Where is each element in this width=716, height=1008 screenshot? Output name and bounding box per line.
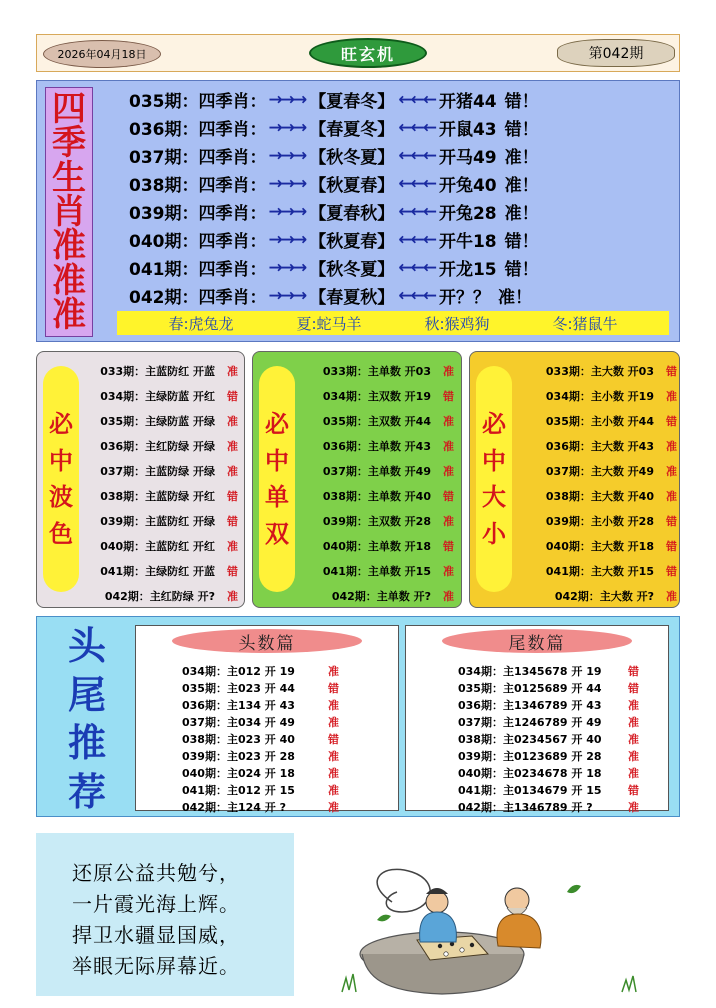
tail-number-title: 尾数篇 — [442, 629, 632, 653]
season-period: 040期： — [129, 232, 199, 252]
odd-even-label-char: 中 — [265, 446, 289, 475]
wave-label-char: 必 — [49, 410, 73, 439]
head-number-row-text: 035期：主023 开 44 — [182, 681, 295, 695]
season-period: 037期： — [129, 148, 199, 168]
tail-number-row-text: 039期：主0123689 开 28 — [458, 749, 602, 763]
season-open: 开鼠43 — [438, 120, 497, 140]
head-tail-title-char: 推 — [67, 720, 106, 766]
odd-even-label-char: 单 — [265, 483, 289, 512]
arrow-right-icon: →→→ — [268, 229, 306, 250]
poem-line: 一片霞光海上辉。 — [72, 892, 240, 916]
wave-row — [75, 508, 243, 533]
head-number-row — [182, 730, 396, 747]
seasons-title-char: 准 — [52, 260, 86, 301]
tail-number-row — [458, 764, 668, 781]
wave-row — [75, 483, 243, 508]
wave-row-result: 错 — [227, 389, 238, 403]
arrow-right-icon: →→→ — [268, 145, 306, 166]
tail-number-list — [458, 662, 668, 815]
arrow-right-icon: →→→ — [268, 257, 306, 278]
season-pick: 【春夏冬】 — [309, 120, 395, 140]
big-small-row-text: 039期：主小数 开28 — [545, 514, 654, 528]
big-small-row-text: 042期：主大数 开? — [554, 589, 654, 603]
big-small-list — [514, 358, 678, 608]
big-small-row-text: 033期：主大数 开03 — [545, 364, 654, 378]
wave-row-text: 040期：主蓝防红 开红 — [100, 539, 215, 553]
odd-even-label-char: 必 — [265, 410, 289, 439]
head-number-row — [182, 696, 396, 713]
wave-label-char: 色 — [49, 519, 73, 548]
odd-even-row-text: 034期：主双数 开19 — [322, 389, 431, 403]
wave-row-text: 041期：主绿防红 开蓝 — [100, 564, 215, 578]
season-period: 039期： — [129, 204, 199, 224]
season-result: 错！ — [504, 260, 539, 280]
header-bar — [36, 34, 680, 72]
big-small-row-result: 准 — [666, 464, 677, 478]
big-small-row-result: 错 — [666, 364, 677, 378]
tail-number-panel — [405, 625, 669, 814]
arrow-right-icon: →→→ — [268, 201, 306, 222]
arrow-left-icon: ←←← — [398, 285, 435, 306]
season-result: 准！ — [497, 288, 532, 308]
season-result: 错！ — [504, 120, 539, 140]
big-small-row-text: 040期：主大数 开18 — [545, 539, 654, 553]
wave-row-text: 038期：主蓝防绿 开红 — [100, 489, 215, 503]
arrow-right-icon: →→→ — [268, 173, 306, 194]
arrow-right-icon: →→→ — [268, 285, 306, 306]
arrow-left-icon: ←←← — [398, 257, 435, 278]
seasons-title-char: 准 — [52, 226, 86, 267]
season-result: 错！ — [504, 232, 539, 252]
poem-line: 举眼无际屏幕近。 — [72, 954, 240, 978]
head-number-row — [182, 798, 396, 815]
odd-even-row — [291, 433, 459, 458]
head-number-row-text: 034期：主012 开 19 — [182, 664, 295, 678]
big-small-panel — [469, 351, 680, 608]
wave-row-text: 035期：主绿防蓝 开绿 — [100, 414, 215, 428]
head-number-title: 头数篇 — [172, 629, 362, 653]
big-small-row-result: 准 — [666, 439, 677, 453]
head-number-row-result: 错 — [328, 681, 339, 695]
big-small-row — [514, 433, 678, 458]
head-tail-title-char: 头 — [67, 623, 106, 668]
big-small-row — [514, 508, 678, 533]
seasons-side-title — [45, 87, 93, 337]
head-number-row-result: 准 — [328, 749, 339, 763]
head-number-row — [182, 781, 396, 798]
odd-even-row — [291, 533, 459, 558]
wave-row-text: 042期：主红防绿 开? — [104, 589, 215, 603]
head-number-row-result: 准 — [328, 715, 339, 729]
head-number-panel — [135, 625, 399, 814]
season-period: 042期： — [129, 288, 199, 308]
arrow-right-icon: →→→ — [268, 89, 306, 110]
season-open: 开猪44 — [438, 92, 497, 112]
chess-players-illustration — [322, 842, 660, 996]
odd-even-row-result: 错 — [443, 539, 454, 553]
head-number-row-result: 准 — [328, 698, 339, 712]
season-label: 四季肖： — [198, 260, 267, 280]
season-open: 开兔40 — [438, 176, 497, 196]
head-number-row-text: 038期：主023 开 40 — [182, 732, 295, 746]
wave-row-result: 准 — [227, 589, 238, 603]
tail-number-row — [458, 747, 668, 764]
seasons-title-char: 生 — [52, 157, 86, 198]
wave-row-result: 错 — [227, 489, 238, 503]
poem-line: 还原公益共勉兮， — [72, 861, 240, 885]
wave-row-text: 039期：主蓝防红 开绿 — [100, 514, 215, 528]
wave-row — [75, 358, 243, 383]
head-number-row-text: 039期：主023 开 28 — [182, 749, 295, 763]
odd-even-row-result: 错 — [443, 489, 454, 503]
tail-number-row-text: 036期：主1346789 开 43 — [458, 698, 602, 712]
wave-list — [75, 358, 243, 608]
season-pick: 【秋夏春】 — [309, 176, 395, 196]
tail-number-row-text: 040期：主0234678 开 18 — [458, 766, 602, 780]
odd-even-list — [291, 358, 459, 608]
page-title: 旺玄机 — [309, 38, 427, 68]
head-number-row-text: 041期：主012 开 15 — [182, 783, 295, 797]
wave-row — [75, 533, 243, 558]
head-number-row-text: 040期：主024 开 18 — [182, 766, 295, 780]
season-pick: 【春夏秋】 — [309, 288, 395, 308]
head-number-row — [182, 747, 396, 764]
big-small-row-text: 034期：主小数 开19 — [545, 389, 654, 403]
season-row — [129, 86, 669, 113]
season-period: 041期： — [129, 260, 199, 280]
season-row — [129, 170, 669, 197]
odd-even-panel — [252, 351, 462, 608]
season-legend — [117, 311, 669, 335]
tail-number-row-result: 准 — [628, 766, 639, 780]
tail-number-row — [458, 679, 668, 696]
season-result: 准！ — [504, 176, 539, 196]
big-small-row — [514, 533, 678, 558]
tail-number-row-result: 准 — [628, 698, 639, 712]
tail-number-row-text: 042期：主1346789 开 ? — [458, 800, 593, 814]
tail-number-row-text: 035期：主0125689 开 44 — [458, 681, 602, 695]
tail-number-row-text: 034期：主1345678 开 19 — [458, 664, 602, 678]
season-legend-item: 春:虎兔龙 — [168, 314, 234, 333]
arrow-left-icon: ←←← — [398, 117, 435, 138]
big-small-row-text: 037期：主大数 开49 — [545, 464, 654, 478]
wave-row — [75, 383, 243, 408]
wave-row — [75, 408, 243, 433]
wave-row-result: 错 — [227, 514, 238, 528]
wave-row — [75, 583, 243, 608]
tail-number-row — [458, 798, 668, 815]
wave-row — [75, 558, 243, 583]
tail-number-row — [458, 730, 668, 747]
big-small-row-text: 035期：主小数 开44 — [545, 414, 654, 428]
season-label: 四季肖： — [198, 232, 267, 252]
odd-even-row — [291, 358, 459, 383]
wave-row-result: 准 — [227, 464, 238, 478]
season-period: 038期： — [129, 176, 199, 196]
odd-even-row — [291, 558, 459, 583]
big-small-row — [514, 383, 678, 408]
head-number-row-result: 准 — [328, 783, 339, 797]
head-number-row-result: 准 — [328, 766, 339, 780]
season-result: 准！ — [504, 204, 539, 224]
big-small-row-text: 038期：主大数 开40 — [545, 489, 654, 503]
wave-row — [75, 458, 243, 483]
illustration-svg — [322, 842, 660, 996]
big-small-row — [514, 483, 678, 508]
wave-row-text: 036期：主红防绿 开绿 — [100, 439, 215, 453]
big-small-row-text: 036期：主大数 开43 — [545, 439, 654, 453]
season-open: 开马49 — [438, 148, 497, 168]
big-small-row-result: 准 — [666, 389, 677, 403]
big-small-label-char: 必 — [482, 410, 506, 439]
head-number-row-text: 036期：主134 开 43 — [182, 698, 295, 712]
odd-even-row — [291, 383, 459, 408]
big-small-row-result: 错 — [666, 564, 677, 578]
season-legend-item: 夏:蛇马羊 — [296, 314, 362, 333]
head-number-row — [182, 662, 396, 679]
wave-row-result: 准 — [227, 414, 238, 428]
arrow-right-icon: →→→ — [268, 117, 306, 138]
poem-box — [36, 833, 294, 996]
tail-number-row-text: 037期：主1246789 开 49 — [458, 715, 602, 729]
big-small-row-text: 041期：主大数 开15 — [545, 564, 654, 578]
big-small-row-result: 准 — [666, 489, 677, 503]
odd-even-row-text: 036期：主单数 开43 — [322, 439, 431, 453]
seasons-title-char: 四 — [52, 89, 86, 130]
tail-number-row-result: 准 — [628, 749, 639, 763]
head-tail-title-char: 尾 — [67, 671, 106, 717]
odd-even-row-text: 041期：主单数 开15 — [322, 564, 431, 578]
tail-number-row-result: 准 — [628, 800, 639, 814]
season-label: 四季肖： — [198, 92, 267, 112]
wave-row-text: 037期：主蓝防绿 开绿 — [100, 464, 215, 478]
big-small-panel-label — [476, 366, 512, 592]
odd-even-label-char: 双 — [265, 519, 289, 548]
head-number-row-text: 042期：主124 开 ? — [182, 800, 286, 814]
odd-even-row-result: 准 — [443, 464, 454, 478]
season-pick: 【秋冬夏】 — [309, 260, 395, 280]
season-legend-item: 秋:猴鸡狗 — [424, 314, 490, 333]
wave-row-result: 准 — [227, 439, 238, 453]
odd-even-row-text: 042期：主单数 开? — [331, 589, 431, 603]
season-open: 开龙15 — [438, 260, 497, 280]
season-label: 四季肖： — [198, 120, 267, 140]
tail-number-row-result: 错 — [628, 783, 639, 797]
season-open: 开兔28 — [438, 204, 497, 224]
odd-even-row-result: 准 — [443, 514, 454, 528]
season-period: 036期： — [129, 120, 199, 140]
season-result: 准！ — [504, 148, 539, 168]
odd-even-row — [291, 483, 459, 508]
big-small-label-char: 大 — [482, 483, 506, 512]
head-number-list — [182, 662, 396, 815]
season-pick: 【秋冬夏】 — [309, 148, 395, 168]
season-label: 四季肖： — [198, 176, 267, 196]
season-label: 四季肖： — [198, 204, 267, 224]
wave-label-char: 中 — [49, 446, 73, 475]
arrow-left-icon: ←←← — [398, 145, 435, 166]
season-row — [129, 282, 669, 309]
head-number-row-result: 准 — [328, 664, 339, 678]
wave-row-result: 准 — [227, 539, 238, 553]
head-number-row — [182, 679, 396, 696]
odd-even-row-text: 039期：主双数 开28 — [322, 514, 431, 528]
tail-number-row — [458, 781, 668, 798]
big-small-row — [514, 408, 678, 433]
tail-number-row-result: 错 — [628, 664, 639, 678]
head-number-row — [182, 764, 396, 781]
odd-even-row-result: 错 — [443, 389, 454, 403]
tail-number-row — [458, 662, 668, 679]
odd-even-row-text: 033期：主单数 开03 — [322, 364, 431, 378]
seasons-title-char: 肖 — [52, 191, 86, 232]
arrow-left-icon: ←←← — [398, 201, 435, 222]
big-small-row — [514, 358, 678, 383]
head-number-row-result: 准 — [328, 800, 339, 814]
wave-color-panel — [36, 351, 245, 608]
season-row — [129, 254, 669, 281]
head-tail-title-char: 荐 — [67, 768, 106, 814]
big-small-label-char: 中 — [482, 446, 506, 475]
season-label: 四季肖： — [198, 288, 267, 308]
odd-even-row-text: 038期：主单数 开40 — [322, 489, 431, 503]
seasons-title-char: 季 — [52, 123, 86, 164]
big-small-row — [514, 583, 678, 608]
arrow-left-icon: ←←← — [398, 89, 435, 110]
odd-even-row-text: 035期：主双数 开44 — [322, 414, 431, 428]
odd-even-row-result: 准 — [443, 564, 454, 578]
tail-number-row-result: 错 — [628, 681, 639, 695]
tail-number-row-text: 041期：主0134679 开 15 — [458, 783, 602, 797]
tail-number-row — [458, 696, 668, 713]
head-number-row — [182, 713, 396, 730]
odd-even-row-text: 037期：主单数 开49 — [322, 464, 431, 478]
season-row — [129, 142, 669, 169]
season-result: 错！ — [504, 92, 539, 112]
big-small-row-result: 错 — [666, 514, 677, 528]
arrow-left-icon: ←←← — [398, 229, 435, 250]
wave-row-result: 准 — [227, 364, 238, 378]
odd-even-row-result: 准 — [443, 414, 454, 428]
four-seasons-panel — [36, 80, 680, 342]
big-small-row-result: 错 — [666, 539, 677, 553]
head-number-row-result: 错 — [328, 732, 339, 746]
arrow-left-icon: ←←← — [398, 173, 435, 194]
head-tail-side-title — [47, 623, 127, 814]
date-label: 2026年04月18日 — [43, 40, 161, 68]
season-row — [129, 226, 669, 253]
seasons-title-char: 准 — [52, 294, 86, 335]
odd-even-row — [291, 583, 459, 608]
tail-number-row-text: 038期：主0234567 开 40 — [458, 732, 602, 746]
poem-line: 捍卫水疆显国威， — [72, 923, 240, 947]
season-open: 开牛18 — [438, 232, 497, 252]
big-small-label-char: 小 — [482, 519, 506, 548]
wave-row — [75, 433, 243, 458]
odd-even-row — [291, 508, 459, 533]
wave-row-text: 033期：主蓝防红 开蓝 — [100, 364, 215, 378]
season-open: 开？？ — [438, 288, 490, 308]
odd-even-row-result: 准 — [443, 589, 454, 603]
wave-row-result: 错 — [227, 564, 238, 578]
odd-even-row-text: 040期：主单数 开18 — [322, 539, 431, 553]
wave-panel-label — [43, 366, 79, 592]
season-label: 四季肖： — [198, 148, 267, 168]
big-small-row-result: 准 — [666, 589, 677, 603]
season-row — [129, 114, 669, 141]
issue-number: 第042期 — [557, 39, 675, 67]
wave-row-text: 034期：主绿防蓝 开红 — [100, 389, 215, 403]
odd-even-row-result: 准 — [443, 439, 454, 453]
wave-label-char: 波 — [49, 483, 73, 512]
odd-even-row — [291, 408, 459, 433]
big-small-row — [514, 458, 678, 483]
tail-number-row-result: 准 — [628, 715, 639, 729]
odd-even-row-result: 准 — [443, 364, 454, 378]
big-small-row — [514, 558, 678, 583]
season-legend-item: 冬:猪鼠牛 — [552, 314, 618, 333]
head-tail-panel — [36, 616, 680, 817]
tail-number-row — [458, 713, 668, 730]
season-pick: 【夏春冬】 — [309, 92, 395, 112]
season-pick: 【秋夏春】 — [309, 232, 395, 252]
big-small-row-result: 错 — [666, 414, 677, 428]
tail-number-row-result: 准 — [628, 732, 639, 746]
head-number-row-text: 037期：主034 开 49 — [182, 715, 295, 729]
odd-even-panel-label — [259, 366, 295, 592]
season-row — [129, 198, 669, 225]
odd-even-row — [291, 458, 459, 483]
season-period: 035期： — [129, 92, 199, 112]
season-pick: 【夏春秋】 — [309, 204, 395, 224]
